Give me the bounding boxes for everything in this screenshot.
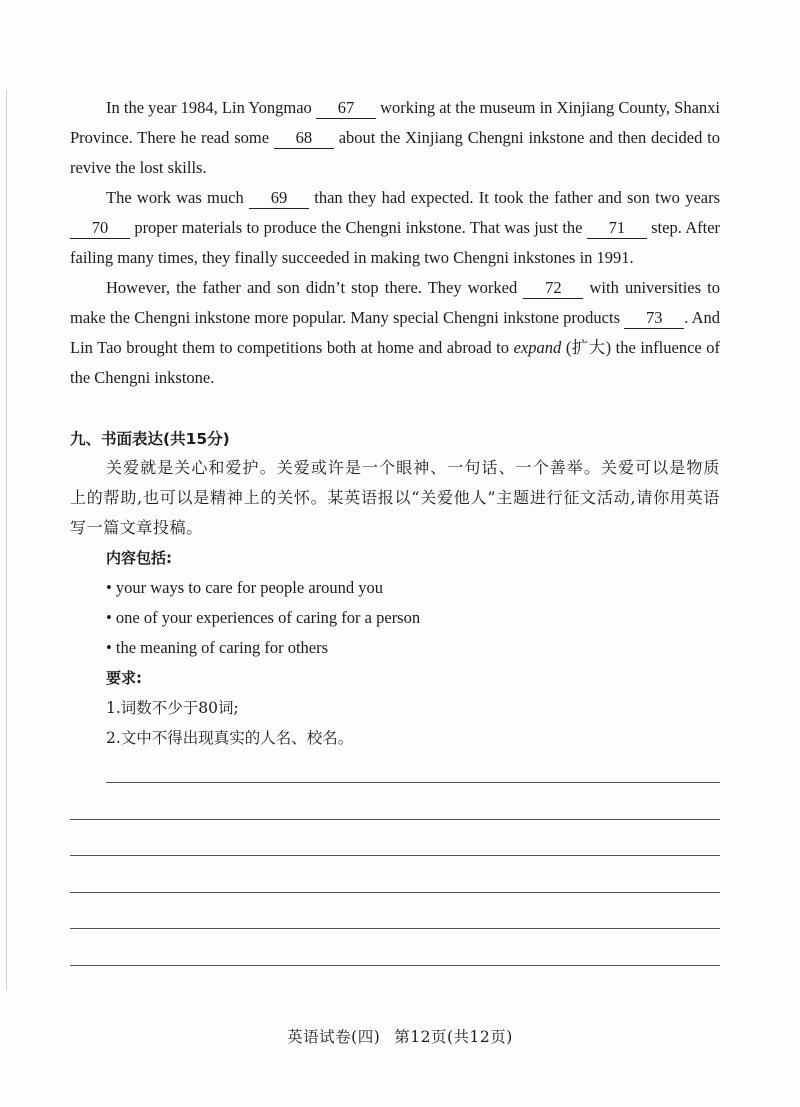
blank-72[interactable]: 72 [523,278,583,299]
content-bullets [70,573,720,663]
list-item: • your ways to care for people around you [106,578,384,597]
paper-title: 英语试卷(四) [287,1028,381,1046]
page-footer [0,1025,800,1047]
paragraph-text: However, the father and son didn’t stop there. They worked [106,278,518,297]
writing-line[interactable] [70,965,720,966]
writing-line[interactable] [106,782,720,783]
paragraph-text: than they had expected. It took the father and son two years [314,188,721,207]
italic-word: expand [513,338,562,357]
blank-70[interactable]: 70 [70,218,130,239]
list-item: 2.文中不得出现真实的人名、校名。 [106,729,354,747]
section-title: 九、书面表达(共15分) [70,430,230,448]
cloze-passage [70,93,720,393]
writing-section [70,425,720,753]
blank-71[interactable]: 71 [587,218,647,239]
writing-line[interactable] [70,928,720,929]
writing-line[interactable] [70,855,720,856]
paragraph-text: working at the museum in Xinjiang County, Shanxi Province. There he read some [70,98,721,147]
binding-margin-line [6,90,7,990]
paragraph-text: In the year 1984, Lin Yongmao [106,98,312,117]
requirements-label: 要求: [106,669,142,687]
passage-paragraph-3 [70,273,720,393]
blank-67[interactable]: 67 [316,98,376,119]
paragraph-text: about the Xinjiang Chengni inkstone and then decided to revive the lost skills. [70,128,721,177]
blank-68[interactable]: 68 [274,128,334,149]
list-item: • the meaning of caring for others [106,638,329,657]
paragraph-text: step. After failing many times, they finally succeeded in making two Chengni inkstones in 1991. [70,218,721,267]
writing-line[interactable] [70,892,720,893]
passage-paragraph-1 [70,93,720,183]
section-instructions: 关爱就是关心和爱护。关爱或许是一个眼神、一句话、一个善举。关爱可以是物质上的帮助,也可以是精神上的关怀。某英语报以“关爱他人”主题进行征文活动,请你用英语写一篇文章投稿。 [70,458,720,537]
writing-line[interactable] [70,819,720,820]
list-item: • one of your experiences of caring for a person [106,608,421,627]
blank-73[interactable]: 73 [624,308,684,329]
paragraph-text: proper materials to produce the Chengni inkstone. That was just the [134,218,583,237]
passage-paragraph-2 [70,183,720,273]
paragraph-text: (扩大) the influence of the Chengni inkstone. [70,338,721,387]
content-label: 内容包括: [106,549,172,567]
paragraph-text: The work was much [106,188,244,207]
blank-69[interactable]: 69 [249,188,309,209]
page-number: 第12页(共12页) [394,1028,513,1046]
paragraph-text: with universities to make the Chengni inkstone more popular. Many special Chengni inkstone products [70,278,720,327]
list-item: 1.词数不少于80词; [106,699,239,717]
paragraph-text: . And Lin Tao brought them to competitions both at home and abroad to [70,308,720,357]
requirements-list [70,693,720,753]
answer-area[interactable] [70,782,720,1001]
